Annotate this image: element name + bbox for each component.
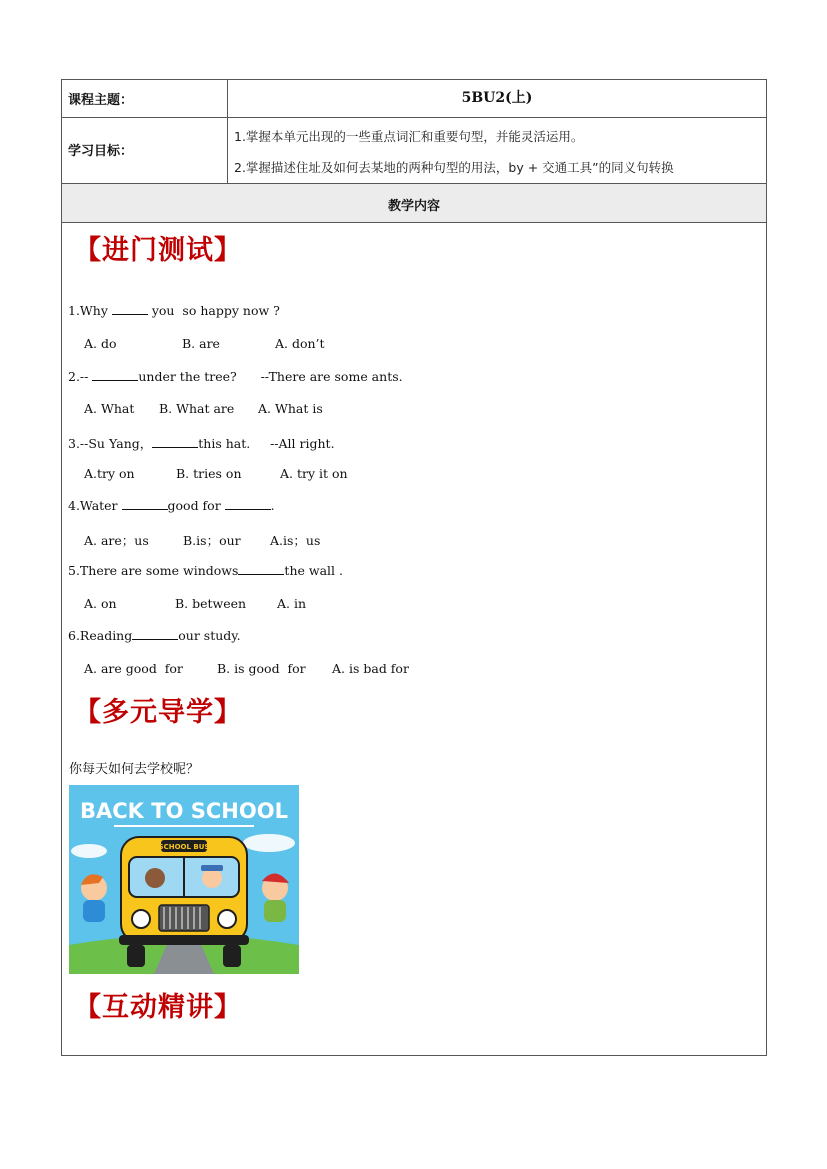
question-4-option-b: B.is；our bbox=[183, 533, 241, 548]
question-4-option-c: A.is；us bbox=[270, 533, 321, 548]
question-6-option-b: B. is good for bbox=[217, 661, 306, 676]
bus-sign-text: SCHOOL BUS bbox=[158, 843, 210, 851]
question-5-text-b: the wall . bbox=[284, 563, 343, 578]
section-title-explain: 【互动精讲】 bbox=[74, 992, 242, 1023]
question-1-text-b: you so happy now ? bbox=[147, 303, 280, 318]
question-1-option-b: B. are bbox=[182, 336, 220, 351]
answer-blank bbox=[112, 303, 148, 315]
question-3-option-c: A. try it on bbox=[280, 466, 348, 481]
answer-blank bbox=[238, 563, 284, 575]
answer-blank bbox=[132, 628, 178, 640]
question-5-option-b: B. between bbox=[175, 596, 247, 611]
question-3-text-b: this hat. --All right. bbox=[198, 436, 335, 451]
banner-text: BACK TO SCHOOL bbox=[80, 799, 288, 823]
question-4-text-a: 4.Water bbox=[68, 498, 122, 513]
question-2-option-a: A. What bbox=[84, 401, 135, 416]
question-6 bbox=[68, 628, 241, 643]
question-2-option-c: A. What is bbox=[258, 401, 323, 416]
answer-blank bbox=[225, 498, 271, 510]
content-header: 教学内容 bbox=[387, 199, 440, 214]
question-4-text-c: . bbox=[270, 498, 275, 513]
question-6-option-c: A. is bad for bbox=[332, 661, 409, 676]
question-2-text-b: under the tree? --There are some ants. bbox=[138, 369, 403, 384]
topic-row bbox=[62, 80, 766, 118]
question-6-option-a: A. are good for bbox=[84, 661, 183, 676]
section-title-quiz: 【进门测试】 bbox=[74, 235, 242, 266]
answer-blank bbox=[92, 369, 138, 381]
school-bus-illustration-icon bbox=[69, 785, 299, 974]
topic-label: 课程主题： bbox=[68, 93, 134, 108]
question-4 bbox=[68, 498, 275, 513]
school-bus-picture bbox=[69, 785, 299, 974]
question-5 bbox=[68, 563, 343, 578]
question-4-option-a: A. are；us bbox=[84, 533, 149, 548]
question-6-text-a: 6.Reading bbox=[68, 628, 133, 643]
topic-value: 5BU2(上) bbox=[461, 90, 533, 106]
question-1-option-a: A. do bbox=[84, 336, 117, 351]
lesson-table bbox=[61, 79, 767, 1056]
question-3-text-a: 3.--Su Yang， bbox=[68, 436, 153, 451]
goal-label-cell bbox=[62, 118, 228, 183]
question-4-text-b: good for bbox=[167, 498, 225, 513]
question-5-option-a: A. on bbox=[84, 596, 117, 611]
guide-question: 你每天如何去学校呢？ bbox=[69, 762, 200, 777]
goal-row bbox=[62, 118, 766, 184]
question-2-option-b: B. What are bbox=[159, 401, 235, 416]
question-5-text-a: 5.There are some windows bbox=[68, 563, 239, 578]
goal-item-1: 1.掌握本单元出现的一些重点词汇和重要句型，并能灵活运用。 bbox=[234, 129, 584, 144]
answer-blank bbox=[152, 436, 198, 448]
question-5-option-c: A. in bbox=[277, 596, 307, 611]
question-1 bbox=[68, 303, 280, 318]
question-3-option-b: B. tries on bbox=[176, 466, 242, 481]
topic-label-cell bbox=[62, 80, 228, 117]
question-1-text-a: 1.Why bbox=[68, 303, 112, 318]
goal-item-2: 2.掌握描述住址及如何去某地的两种句型的用法，by + 交通工具”的同义句转换 bbox=[234, 160, 674, 175]
question-2-text-a: 2.-- bbox=[68, 369, 93, 384]
content-header-row bbox=[62, 184, 766, 223]
answer-blank bbox=[122, 498, 168, 510]
question-3 bbox=[68, 434, 335, 452]
question-1-option-c: A. don’t bbox=[275, 336, 325, 351]
goal-label: 学习目标： bbox=[68, 144, 134, 159]
section-title-guide: 【多元导学】 bbox=[74, 697, 242, 728]
question-2 bbox=[68, 369, 403, 384]
question-3-option-a: A.try on bbox=[84, 466, 135, 481]
question-6-text-b: our study. bbox=[178, 628, 241, 643]
